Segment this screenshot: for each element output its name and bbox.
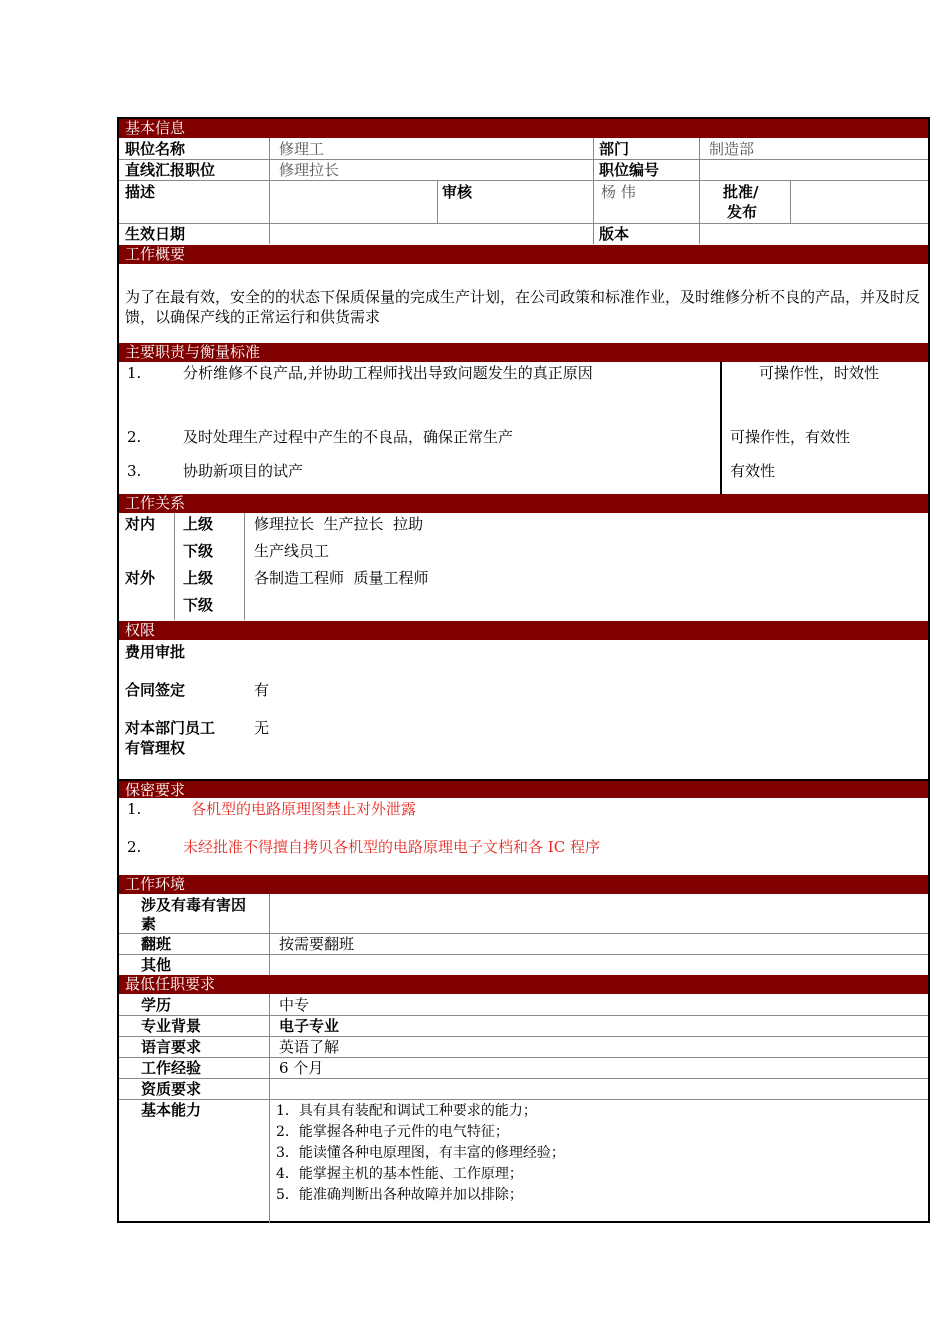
divider	[119, 1036, 928, 1037]
internal-superior-value: 修理拉长 生产拉长 拉助	[254, 515, 424, 533]
section-header-relations: 工作关系	[119, 494, 928, 513]
contract-value: 有	[254, 681, 270, 699]
hazard-label-1: 涉及有毒有害因	[141, 896, 247, 914]
confidential-text: 各机型的电路原理图禁止对外泄露	[191, 800, 417, 818]
divider	[593, 138, 594, 244]
divider	[119, 954, 928, 955]
ability-item: 5．能准确判断出各种故障并加以排除；	[276, 1187, 523, 1203]
dept-label: 部门	[599, 140, 630, 158]
manage-value: 无	[254, 719, 270, 737]
experience-value: 6 个月	[279, 1059, 324, 1077]
section-header-requirements: 最低任职要求	[119, 975, 928, 994]
divider	[119, 223, 928, 224]
duty-num: 3.	[127, 462, 142, 480]
divider	[119, 159, 928, 160]
section-header-environment: 工作环境	[119, 875, 928, 894]
divider	[269, 894, 270, 975]
duty-num: 1.	[127, 364, 142, 382]
duty-measure: 可操作性，有效性	[730, 428, 851, 446]
review-label: 审核	[442, 183, 473, 201]
ability-label: 基本能力	[141, 1101, 202, 1119]
job-name-value: 修理工	[279, 140, 325, 158]
major-value: 电子专业	[279, 1017, 340, 1035]
confidential-text: 未经批准不得擅自拷贝各机型的电路原理电子文档和各 IC 程序	[183, 838, 600, 856]
other-label: 其他	[141, 956, 172, 974]
superior-label: 上级	[183, 515, 214, 533]
internal-label: 对内	[125, 515, 156, 533]
dept-value: 制造部	[709, 140, 755, 158]
internal-subordinate-value: 生产线员工	[254, 542, 330, 560]
shift-label: 翻班	[141, 935, 172, 953]
duty-text: 协助新项目的试产	[183, 462, 304, 480]
divider	[720, 362, 722, 494]
hazard-label-2: 素	[141, 915, 157, 933]
divider	[699, 138, 700, 244]
external-label: 对外	[125, 569, 156, 587]
divider	[119, 1057, 928, 1058]
confidential-num: 1.	[127, 800, 142, 818]
subordinate-label: 下级	[183, 596, 214, 614]
effective-date-label: 生效日期	[125, 225, 186, 243]
ability-item: 4．能掌握主机的基本性能、工作原理；	[276, 1166, 523, 1182]
divider	[790, 180, 791, 223]
ability-item: 3．能读懂各种电原理图，有丰富的修理经验；	[276, 1145, 565, 1161]
expense-label: 费用审批	[125, 643, 186, 661]
divider	[174, 513, 175, 620]
divider	[119, 1099, 928, 1100]
external-superior-value: 各制造工程师 质量工程师	[254, 569, 429, 587]
manage-label-1: 对本部门员工	[125, 719, 216, 737]
job-no-label: 职位编号	[599, 161, 660, 179]
subordinate-label: 下级	[183, 542, 214, 560]
divider	[269, 994, 270, 1223]
superior-label: 上级	[183, 569, 214, 587]
manage-label-2: 有管理权	[125, 739, 186, 757]
section-header-basic: 基本信息	[119, 119, 928, 138]
divider	[119, 180, 928, 181]
section-header-duties: 主要职责与衡量标准	[119, 343, 928, 362]
ability-item: 2．能掌握各种电子元件的电气特征；	[276, 1124, 509, 1140]
experience-label: 工作经验	[141, 1059, 202, 1077]
divider	[437, 180, 438, 223]
language-value: 英语了解	[279, 1038, 340, 1056]
confidential-num: 2.	[127, 838, 142, 856]
report-value: 修理拉长	[279, 161, 340, 179]
report-label: 直线汇报职位	[125, 161, 216, 179]
section-header-confidential: 保密要求	[119, 779, 928, 798]
overview-text: 为了在最有效，安全的的状态下保质保量的完成生产计划，在公司政策和标准作业，及时维修分析不良的产品，并及时反馈，以确保产线的正常运行和供货需求	[125, 288, 921, 326]
version-label: 版本	[599, 225, 630, 243]
duty-measure: 可操作性，时效性	[759, 364, 880, 382]
duty-text: 分析维修不良产品,并协助工程师找出导致问题发生的真正原因	[183, 364, 593, 382]
qualification-label: 资质要求	[141, 1080, 202, 1098]
shift-value: 按需要翻班	[279, 935, 355, 953]
reviewer-value: 杨 伟	[601, 183, 636, 201]
section-header-overview: 工作概要	[119, 245, 928, 264]
duty-measure: 有效性	[730, 462, 776, 480]
desc-label: 描述	[125, 183, 156, 201]
language-label: 语言要求	[141, 1038, 202, 1056]
major-label: 专业背景	[141, 1017, 202, 1035]
contract-label: 合同签定	[125, 681, 186, 699]
ability-item: 1．具有具有装配和调试工种要求的能力；	[276, 1103, 537, 1119]
divider	[119, 1078, 928, 1079]
approve-label-1: 批准/	[723, 183, 759, 201]
job-description-form	[117, 117, 930, 1223]
section-header-authority: 权限	[119, 621, 928, 640]
job-name-label: 职位名称	[125, 140, 186, 158]
duty-text: 及时处理生产过程中产生的不良品，确保正常生产	[183, 428, 514, 446]
divider	[269, 138, 270, 244]
approve-label-2: 发布	[727, 203, 758, 221]
education-value: 中专	[279, 996, 310, 1014]
duty-num: 2.	[127, 428, 142, 446]
divider	[244, 513, 245, 620]
divider	[119, 933, 928, 934]
education-label: 学历	[141, 996, 172, 1014]
divider	[119, 1015, 928, 1016]
